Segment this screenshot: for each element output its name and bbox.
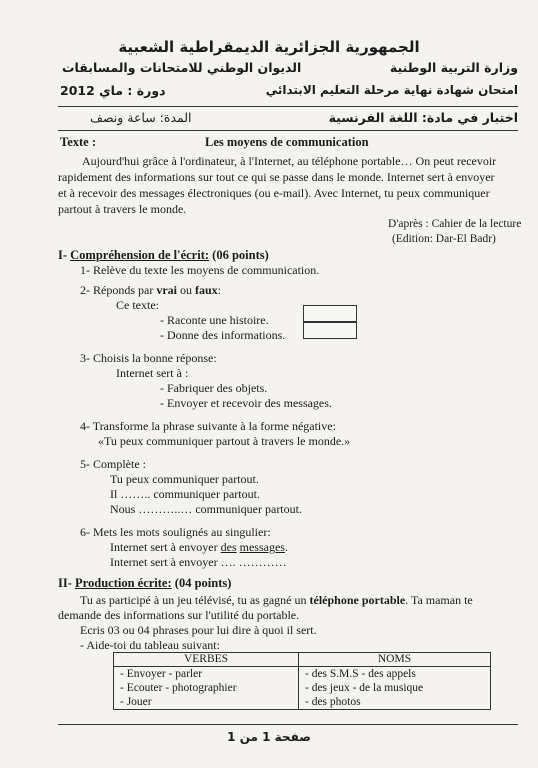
header-divider-top — [58, 106, 518, 107]
verbe-item: - Jouer — [120, 696, 152, 708]
q6-line-2: Internet sert à envoyer …. ………… — [110, 555, 287, 569]
table-cell-noms — [299, 667, 491, 710]
question-4: 4- Transforme la phrase suivante à la forme négative: — [80, 419, 336, 433]
q2-item-2: - Donne des informations. — [160, 328, 286, 342]
part2-line-3: Ecris 03 ou 04 phrases pour lui dire à quoi il sert. — [80, 623, 317, 637]
part1-prefix: I- — [58, 248, 71, 262]
subject-label: اختبار في مادة: اللغة الفرنسية — [328, 110, 518, 125]
verbe-item: - Envoyer - parler — [120, 668, 203, 680]
faux-word: faux — [195, 283, 218, 297]
question-2: 2- Réponds par vrai ou faux: — [80, 283, 222, 297]
q5-line-1: Tu peux communiquer partout. — [110, 472, 259, 486]
part1-points: (06 points) — [209, 248, 269, 262]
text-paragraph-line-1: Aujourd'hui grâce à l'ordinateur, à l'Internet, au téléphone portable… On peut recevoir — [82, 154, 497, 168]
q5-line-2: Il …….. communiquer partout. — [110, 487, 260, 501]
part2-heading — [58, 576, 231, 591]
part2-points: (04 points) — [171, 576, 232, 590]
text-edition: (Edition: Dar-El Badr) — [392, 233, 496, 245]
question-3: 3- Choisis la bonne réponse: — [80, 351, 217, 365]
session-date: دورة : ماي 2012 — [60, 83, 166, 98]
nom-item: - des jeux - de la musique — [305, 682, 424, 694]
part2-title: Production écrite: — [75, 576, 172, 590]
exam-name: امتحان شهادة نهاية مرحلة التعليم الابتدائي — [265, 83, 518, 97]
ministry-name: وزارة التربية الوطنية — [389, 60, 518, 75]
text-source: D'après : Cahier de la lecture — [388, 218, 522, 230]
text-title: Les moyens de communication — [205, 135, 369, 149]
text-label: Texte : — [60, 135, 96, 149]
question-1: 1- Relève du texte les moyens de communication. — [80, 263, 320, 277]
part2-line-1: Tu as participé à un jeu télévisé, tu as gagné un téléphone portable. Ta maman te — [80, 593, 473, 607]
text-paragraph-line-4: partout à travers le monde. — [58, 202, 187, 216]
underlined-des: des — [220, 540, 237, 554]
table-header-verbes: VERBES — [114, 653, 299, 667]
part2-prefix: II- — [58, 576, 76, 590]
nom-item: - des S.M.S - des appels — [305, 668, 416, 680]
office-name: الديوان الوطني للامتحانات والمسابقات — [62, 60, 302, 75]
q5-line-3: Nous ………..… communiquer partout. — [110, 502, 302, 516]
q4-sentence: «Tu peux communiquer partout à travers le monde.» — [98, 434, 351, 448]
text-paragraph-line-3: et à recevoir des messages électroniques (ou e-mail). Avec Internet, tu peux communiquer — [58, 186, 490, 200]
part2-line-4: - Aide-toi du tableau suivant: — [80, 638, 220, 652]
q3-option-2: - Envoyer et recevoir des messages. — [160, 396, 332, 410]
table-cell-verbes — [114, 667, 299, 710]
part2-line-2: demande des informations sur l'utilité du portable. — [58, 608, 300, 622]
telephone-portable-bold: téléphone portable — [309, 593, 406, 607]
page-number: صفحة 1 من 1 — [227, 730, 311, 744]
q6-line-1: Internet sert à envoyer des messages. — [110, 540, 288, 554]
question-5: 5- Complète : — [80, 457, 146, 471]
question-6: 6- Mets les mots soulignés au singulier: — [80, 525, 271, 539]
q2-intro: Ce texte: — [116, 298, 159, 312]
q2-item-1: - Raconte une histoire. — [160, 313, 269, 327]
q3-intro: Internet sert à : — [116, 366, 189, 380]
part1-title: Compréhension de l'écrit: — [70, 248, 210, 262]
duration-label: المدة: ساعة ونصف — [90, 110, 192, 125]
republic-title: الجمهورية الجزائرية الديمقراطية الشعبية — [118, 38, 420, 56]
underlined-messages: messages — [239, 540, 285, 554]
table-header-noms: NOMS — [299, 653, 491, 667]
answer-box-1[interactable] — [303, 305, 357, 322]
help-table — [113, 652, 491, 710]
footer-divider — [58, 724, 518, 725]
q3-option-1: - Fabriquer des objets. — [160, 381, 268, 395]
nom-item: - des photos — [305, 696, 361, 708]
vrai-word: vrai — [156, 283, 177, 297]
answer-box-2[interactable] — [303, 322, 357, 339]
verbe-item: - Ecouter - photographier — [120, 682, 237, 694]
part1-heading — [58, 248, 269, 263]
header-divider-bottom — [58, 130, 518, 131]
text-paragraph-line-2: rapidement des informations sur tout ce qui se passe dans le monde. Internet sert à envoyer — [58, 170, 495, 184]
